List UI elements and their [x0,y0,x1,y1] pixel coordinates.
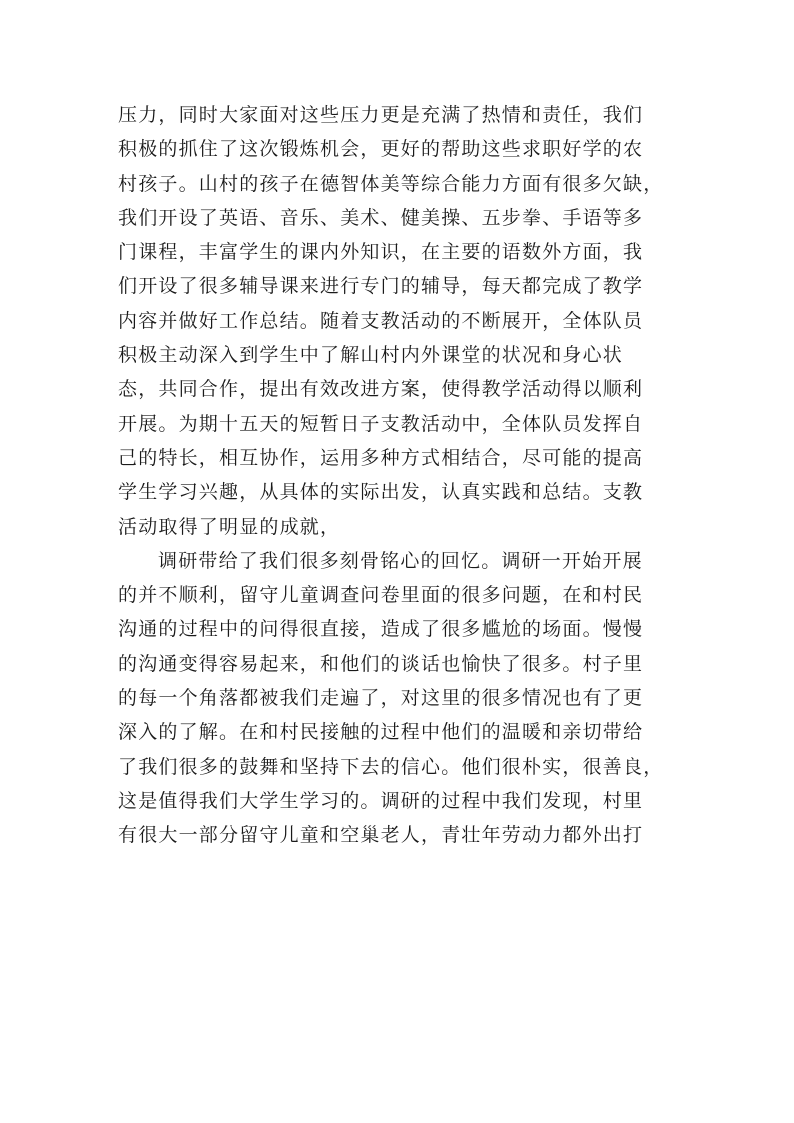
text-line: 积极主动深入到学生中了解山村内外课堂的状况和身心状 [118,344,624,367]
text-line: 活动取得了明显的成就， [118,515,341,538]
text-line: 内容并做好工作总结。随着支教活动的不断展开，全体队员 [118,309,644,332]
text-line: 调研带给了我们很多刻骨铭心的回忆。调研一开始开展 [158,549,643,572]
text-line: 村孩子。山村的孩子在德智体美等综合能力方面有很多欠缺， [118,172,664,195]
text-line: 压力，同时大家面对这些压力更是充满了热情和责任，我们 [118,104,644,126]
text-line: 积极的抓住了这次锻炼机会，更好的帮助这些求职好学的农 [118,138,644,161]
text-line: 们开设了很多辅导课来进行专门的辅导，每天都完成了教学 [118,275,644,298]
text-line: 开展。为期十五天的短暂日子支教活动中，全体队员发挥自 [118,412,644,435]
text-line: 的沟通变得容易起来，和他们的谈话也愉快了很多。村子里 [118,652,644,675]
text-line: 学生学习兴趣，从具体的实际出发，认真实践和总结。支教 [118,481,644,504]
paragraph-1 [118,98,698,544]
paragraph-2 [118,544,698,853]
text-line: 的并不顺利，留守儿童调查问卷里面的很多问题，在和村民 [118,584,644,607]
text-line: 态，共同合作，提出有效改进方案，使得教学活动得以顺利 [118,378,644,401]
text-line: 有很大一部分留守儿童和空巢老人，青壮年劳动力都外出打 [118,824,644,847]
text-line: 这是值得我们大学生学习的。调研的过程中我们发现，村里 [118,789,644,812]
text-line: 了我们很多的鼓舞和坚持下去的信心。他们很朴实，很善良， [118,755,664,778]
text-line: 的每一个角落都被我们走遍了，对这里的很多情况也有了更 [118,687,644,710]
text-line: 门课程，丰富学生的课内外知识，在主要的语数外方面，我 [118,241,644,264]
body-text [118,98,698,853]
text-line: 己的特长，相互协作，运用多种方式相结合，尽可能的提高 [118,446,644,469]
text-line: 深入的了解。在和村民接触的过程中他们的温暖和亲切带给 [118,721,644,744]
text-line: 沟通的过程中的问得很直接，造成了很多尴尬的场面。慢慢 [118,618,644,641]
text-line: 我们开设了英语、音乐、美术、健美操、五步拳、手语等多 [118,206,644,229]
